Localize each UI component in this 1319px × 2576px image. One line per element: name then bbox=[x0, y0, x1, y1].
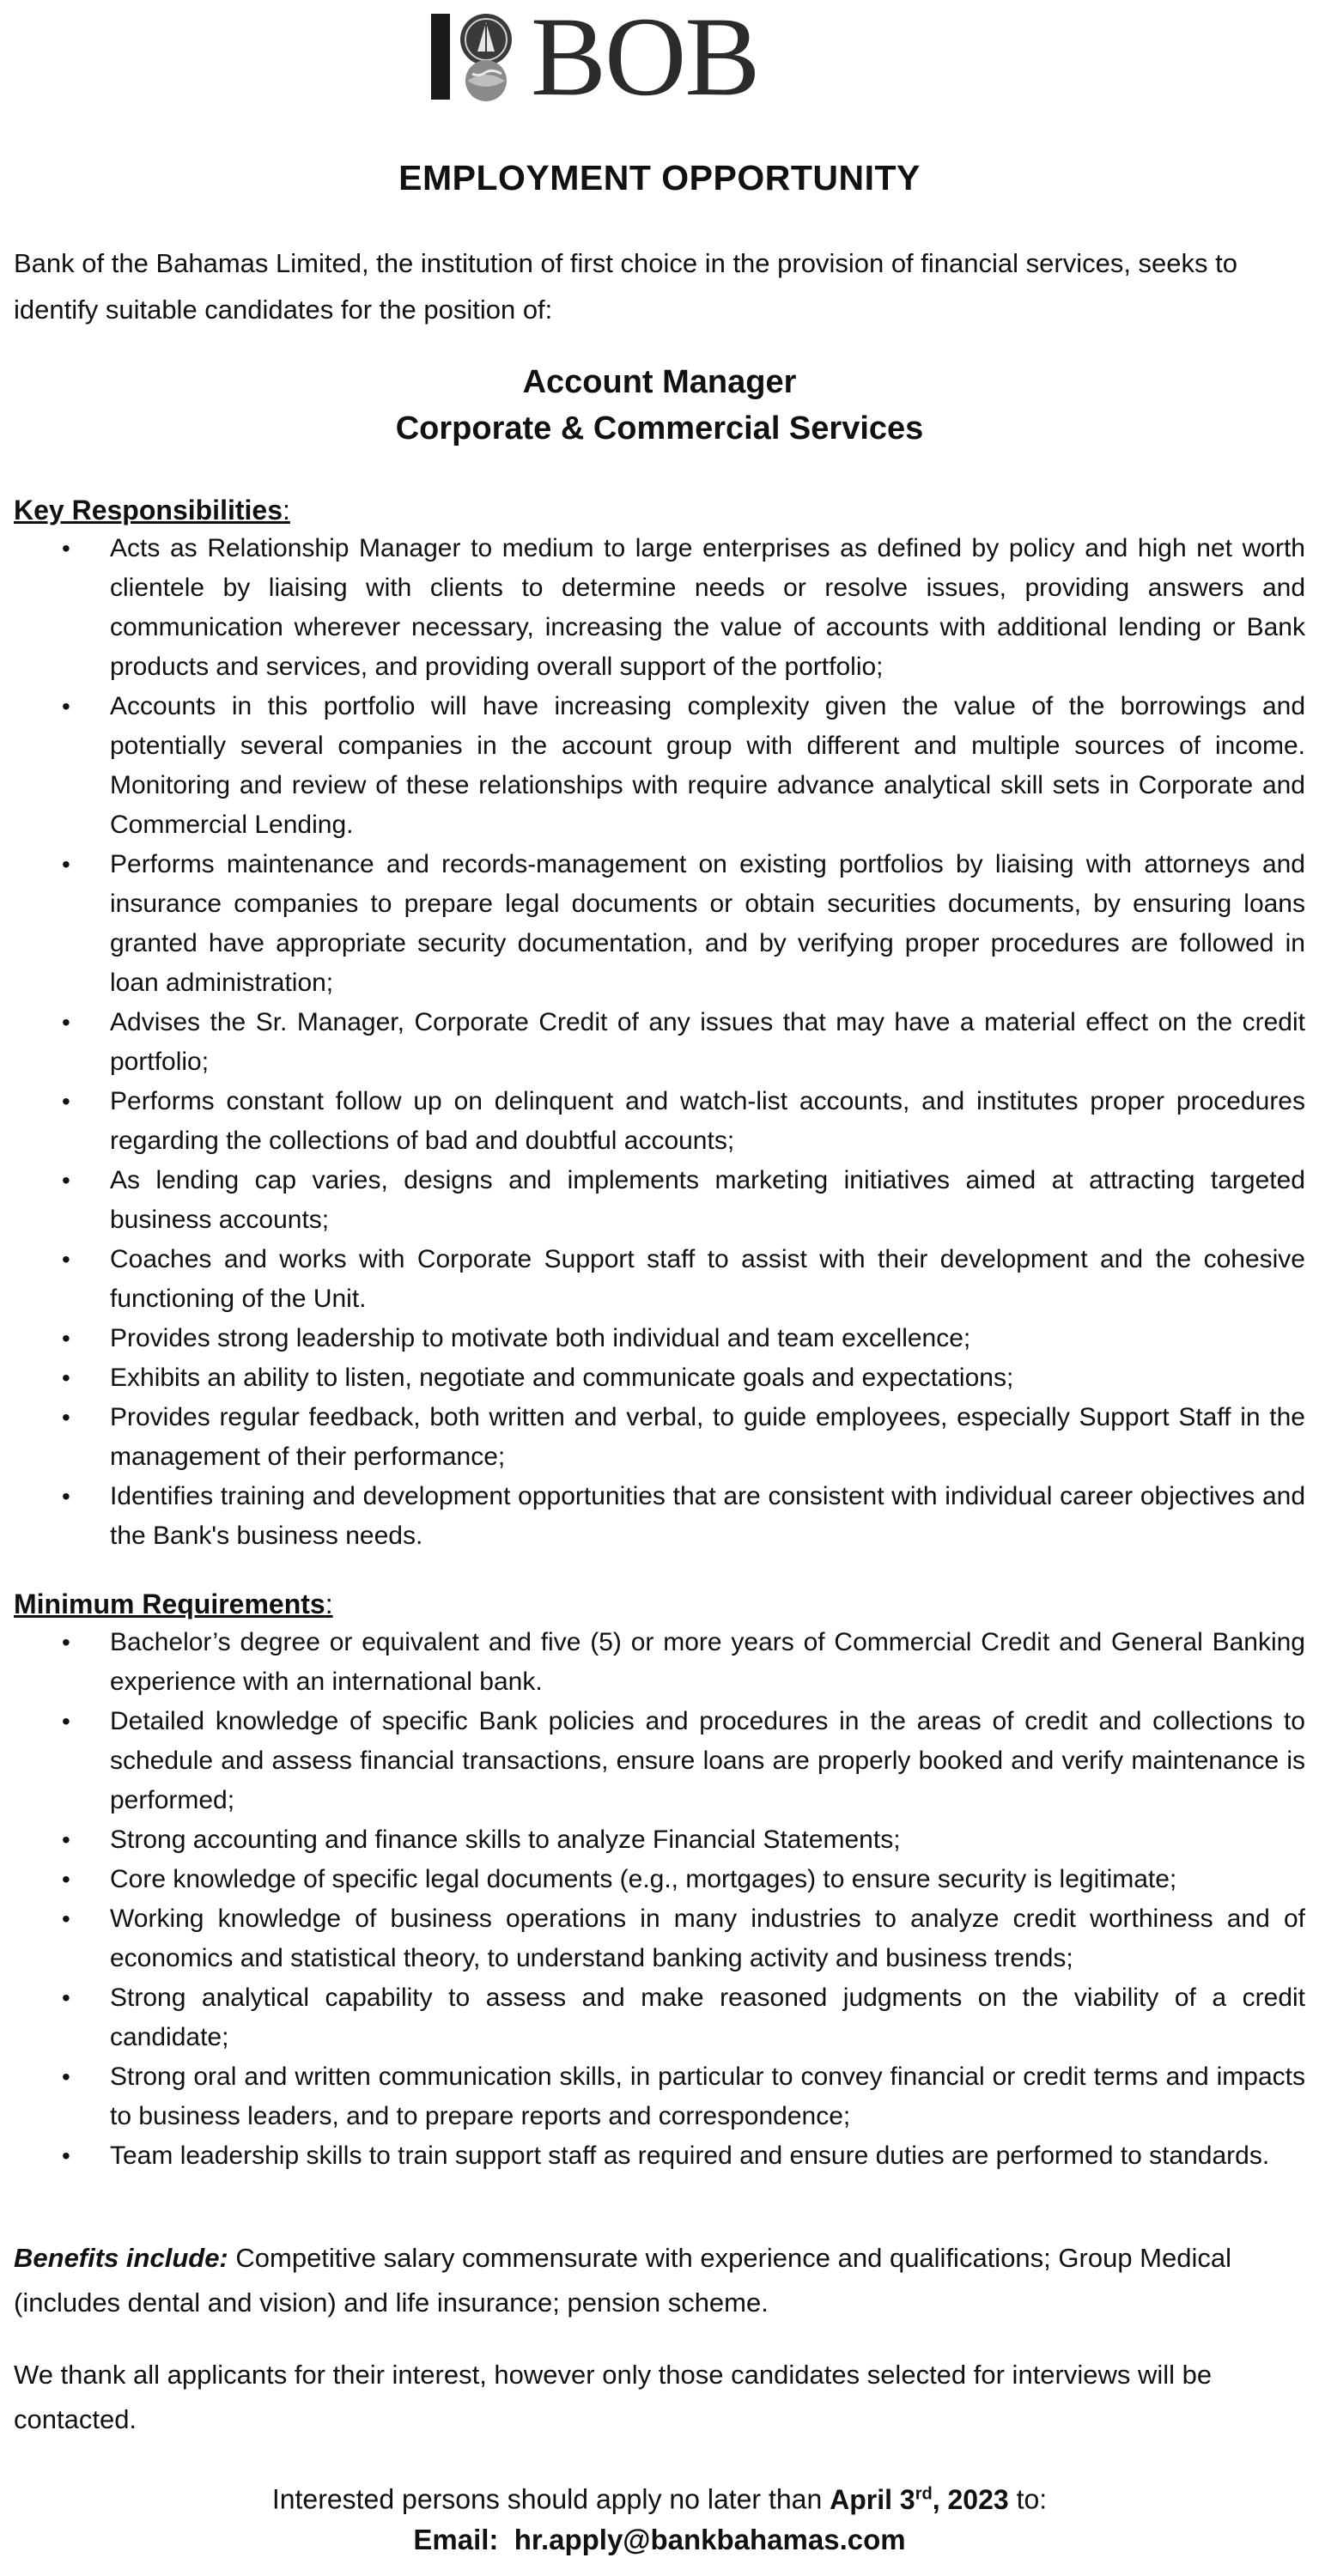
bullet-icon: • bbox=[62, 1866, 70, 1893]
list-item: • Working knowledge of business operations in many industries to analyze credit worthiness and of economics and statistical theory, to understand banking activity and business trends; bbox=[14, 1899, 1305, 1978]
list-item: • Accounts in this portfolio will have increasing complexity given the value of the borrowings and potentially several companies in the account group with different and multiple sources of income. Monitoring and review of these relationships with require advance analytical skill sets in Corporate and Commercial Lending. bbox=[14, 687, 1305, 845]
bullet-icon: • bbox=[62, 1826, 70, 1853]
bob-logo bbox=[429, 0, 876, 119]
bullet-icon: • bbox=[62, 1708, 70, 1735]
apply-email bbox=[14, 2518, 1305, 2562]
intro-paragraph: Bank of the Bahamas Limited, the institution of first choice in the provision of financial services, seeks to identify suitable candidates for the position of: bbox=[14, 248, 1238, 325]
position-line-1: Account Manager bbox=[522, 364, 797, 400]
logo-wordmark: BOB bbox=[531, 0, 759, 119]
list-item: • As lending cap varies, designs and implements marketing initiatives aimed at attracting targeted business accounts; bbox=[14, 1161, 1305, 1240]
bullet-icon: • bbox=[62, 693, 70, 720]
bullet-icon: • bbox=[62, 2063, 70, 2090]
bullet-icon: • bbox=[62, 1404, 70, 1431]
benefits-label: Benefits include: bbox=[14, 2243, 228, 2273]
bullet-icon: • bbox=[62, 1984, 70, 2011]
apply-deadline: Interested persons should apply no later than April 3rd, 2023 to: bbox=[271, 2483, 1048, 2515]
minimum-requirements-section bbox=[14, 1585, 1305, 2176]
benefits-text: Competitive salary commensurate with experience and qualifications; Group Medical (includes dental and vision) and life insurance; pension scheme. bbox=[14, 2243, 1231, 2318]
thanks-paragraph: We thank all applicants for their interest, however only those candidates selected for interviews will be contacted. bbox=[14, 2360, 1213, 2434]
key-responsibilities-section bbox=[14, 491, 1305, 1556]
bank-seal-icon bbox=[429, 9, 526, 105]
list-item: • Identifies training and development opportunities that are consistent with individual career objectives and the Bank's business needs. bbox=[14, 1477, 1305, 1556]
page-title: EMPLOYMENT OPPORTUNITY bbox=[398, 158, 921, 197]
responsibilities-list bbox=[14, 529, 1305, 1556]
benefits-paragraph bbox=[14, 2236, 1305, 2325]
list-item: • Performs maintenance and records-management on existing portfolios by liaising with attorneys and insurance companies to prepare legal documents or obtain securities documents, by ensuring loans granted have appropriate security documentation, and by verifying proper procedures are followed in loan administration; bbox=[14, 845, 1305, 1003]
list-item: • Provides regular feedback, both written and verbal, to guide employees, especially Support Staff in the management of their performance; bbox=[14, 1398, 1305, 1477]
list-item: • Team leadership skills to train support staff as required and ensure duties are performed to standards. bbox=[14, 2136, 1305, 2176]
bullet-icon: • bbox=[62, 851, 70, 878]
deadline-date: April 3rd, 2023 bbox=[830, 2483, 1009, 2515]
key-responsibilities-heading: Key Responsibilities: bbox=[14, 495, 290, 526]
list-item: • Core knowledge of specific legal documents (e.g., mortgages) to ensure security is legitimate; bbox=[14, 1860, 1305, 1899]
list-item: • Bachelor’s degree or equivalent and five (5) or more years of Commercial Credit and General Banking experience with an international bank. bbox=[14, 1623, 1305, 1702]
bullet-icon: • bbox=[62, 1629, 70, 1656]
bullet-icon: • bbox=[62, 1325, 70, 1352]
list-item: • Exhibits an ability to listen, negotiate and communicate goals and expectations; bbox=[14, 1358, 1305, 1398]
list-item: • Acts as Relationship Manager to medium to large enterprises as defined by policy and high net worth clientele by liaising with clients to determine needs or resolve issues, providing answers and communication wherever necessary, increasing the value of accounts with additional lending or Bank products and services, and providing overall support of the portfolio; bbox=[14, 529, 1305, 687]
list-item: • Advises the Sr. Manager, Corporate Credit of any issues that may have a material effect on the credit portfolio; bbox=[14, 1003, 1305, 1082]
list-item: • Performs constant follow up on delinquent and watch-list accounts, and institutes proper procedures regarding the collections of bad and doubtful accounts; bbox=[14, 1082, 1305, 1161]
bullet-icon: • bbox=[62, 1905, 70, 1932]
bullet-icon: • bbox=[62, 2142, 70, 2169]
bullet-icon: • bbox=[62, 535, 70, 562]
bullet-icon: • bbox=[62, 1364, 70, 1391]
bullet-icon: • bbox=[62, 1246, 70, 1273]
bullet-icon: • bbox=[62, 1009, 70, 1036]
minimum-requirements-heading: Minimum Requirements: bbox=[14, 1589, 333, 1619]
bullet-icon: • bbox=[62, 1088, 70, 1115]
bullet-icon: • bbox=[62, 1483, 70, 1510]
list-item: • Strong oral and written communication skills, in particular to convey financial or credit terms and impacts to business leaders, and to prepare reports and correspondence; bbox=[14, 2057, 1305, 2136]
position-title bbox=[14, 359, 1305, 452]
requirements-list bbox=[14, 1623, 1305, 2176]
list-item: • Strong accounting and finance skills to analyze Financial Statements; bbox=[14, 1820, 1305, 1860]
bullet-icon: • bbox=[62, 1167, 70, 1194]
email-address-link[interactable]: hr.apply@bankbahamas.com bbox=[514, 2524, 906, 2555]
email-label: Email: bbox=[413, 2524, 499, 2555]
position-line-2: Corporate & Commercial Services bbox=[395, 410, 924, 447]
list-item: • Coaches and works with Corporate Support staff to assist with their development and the cohesive functioning of the Unit. bbox=[14, 1240, 1305, 1319]
job-posting-page bbox=[14, 0, 1305, 2576]
list-item: • Provides strong leadership to motivate both individual and team excellence; bbox=[14, 1319, 1305, 1358]
list-item: • Strong analytical capability to assess and make reasoned judgments on the viability of a credit candidate; bbox=[14, 1978, 1305, 2057]
list-item: • Detailed knowledge of specific Bank policies and procedures in the areas of credit and collections to schedule and assess financial transactions, ensure loans are properly booked and verify maintenance is performed; bbox=[14, 1702, 1305, 1820]
